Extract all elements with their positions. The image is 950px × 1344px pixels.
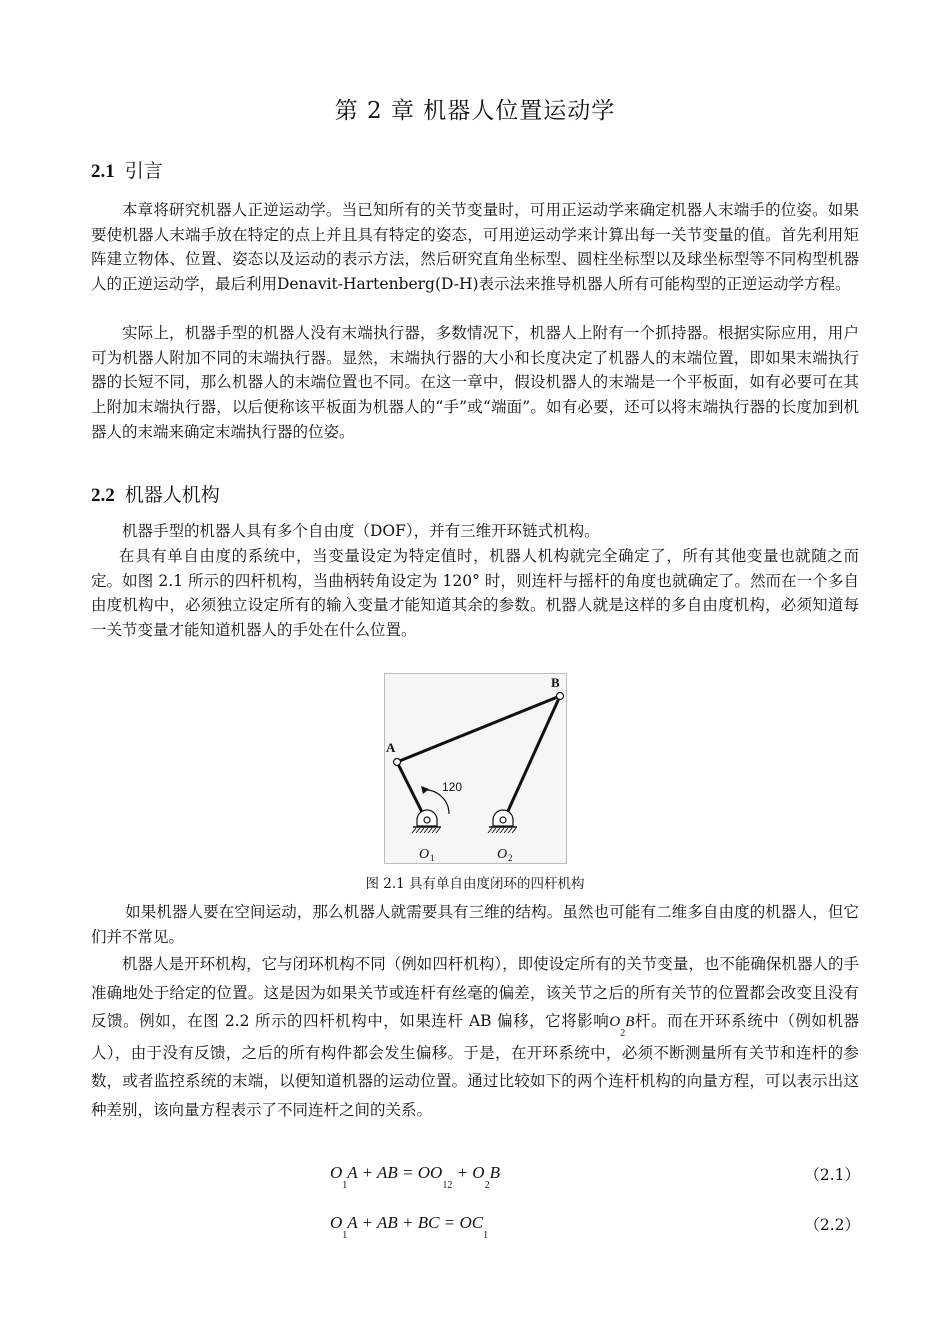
paragraph: 实际上，机器手型的机器人没有末端执行器，多数情况下，机器人上附有一个抓持器。根据实际应用，用户可为机器人附加不同的末端执行器。显然，末端执行器的大小和长度决定了机器人的末端位置，即如果末端执行器的长短不同，那么机器人的末端位置也不同。在这一章中，假设机器人的末端是一个平板面，如有必要可在其上附加末端执行器，以后便称该平板面为机器人的“手”或“端面”。如有必要，还可以将末端执行器的长度加到机器人的末端来确定末端执行器的位姿。	[91, 324, 859, 441]
paragraph: 在具有单自由度的系统中，当变量设定为特定值时，机器人机构就完全确定了，所有其他变量也就随之而定。如图 2.1 所示的四杆机构，当曲柄转角设定为 120° 时，则连杆与摇杆的角度也就确定了。然而在一个多自由度机构中，必须独立设定所有的输入变量才能知道其余的参数。机器人就是这样的多自由度机构，必须知道每一关节变量才能知道机器人的手处在什么位置。	[91, 547, 859, 640]
figure-caption: 图 2.1 具有单自由度闭环的四杆机构	[365, 876, 585, 892]
label-o1: O	[419, 847, 430, 862]
four-bar-linkage-figure	[384, 673, 567, 864]
label-b: B	[551, 675, 560, 690]
section-title: 机器人机构	[124, 484, 220, 506]
equation-number: （2.2）	[804, 1216, 860, 1234]
joint-b	[557, 693, 564, 700]
paragraph: 机器手型的机器人具有多个自由度（DOF），并有三维开环链式机构。	[122, 522, 600, 540]
section-heading-intro	[91, 156, 163, 183]
section-title: 引言	[124, 160, 163, 182]
section-heading-mechanism	[91, 480, 220, 507]
section-number: 2.1	[91, 161, 115, 182]
equation-2-2	[0, 1213, 950, 1253]
angle-label: 120	[442, 780, 463, 794]
angle-arrowhead	[421, 786, 429, 794]
equation-expression: $O_1A$ + AB = $OO_{12} + O_2B$	[330, 1163, 500, 1191]
label-a: A	[386, 740, 396, 755]
paragraph: 如果机器人要在空间运动，那么机器人就需要具有三维的结构。虽然也可能有二维多自由度的机器人，但它们并不常见。	[91, 903, 859, 946]
chapter-title: 第 2 章 机器人位置运动学	[334, 98, 616, 124]
ground-pivot-o2	[488, 810, 517, 833]
inline-vector-o2b: $O_2B$	[609, 1014, 635, 1039]
label-o2: O	[497, 847, 508, 862]
joint-a	[394, 759, 401, 766]
equation-2-1	[0, 1163, 950, 1203]
paragraph-text: 机器人是开环机构，它与闭环机构不同（例如四杆机构），即使设定所有的关节变量，也不能确保机器人的手准确地处于给定的位置。这是因为如果关节或连杆有丝毫的偏差，该关节之后的所有关节的位置都会改变且没有反馈。例如，在图 2.2 所示的四杆机构中，如果连杆 AB 偏移，它将影响	[91, 955, 859, 1030]
label-o2-sub: 2	[508, 853, 513, 863]
paragraph: 本章将研究机器人正逆运动学。当已知所有的关节变量时，可用正运动学来确定机器人末端手的位姿。如果要使机器人末端手放在特定的点上并且具有特定的姿态，可用逆运动学来计算出每一关节变量的值。首先利用矩阵建立物体、位置、姿态以及运动的表示方法，然后研究直角坐标型、圆柱坐标型以及球坐标型等不同构型机器人的正逆运动学，最后利用Denavit-Hartenberg(D-H)表示法来推导机器人所有可能构型的正逆运动学方程。	[91, 201, 859, 294]
section-number: 2.2	[91, 485, 115, 506]
equation-expression: $O_1A$ + AB + BC = $OC_1$	[330, 1213, 489, 1241]
equation-number: （2.1）	[804, 1166, 860, 1184]
label-o1-sub: 1	[430, 853, 435, 863]
ground-pivot-o1	[412, 810, 441, 833]
linkage-drawing	[385, 674, 568, 865]
paragraph-open-loop	[91, 950, 859, 1124]
paragraph-text: 杆。而在开环系统中（例如机器人），由于没有反馈，之后的所有构件都会发生偏移。于是，在开环系统中，必须不断测量所有关节和连杆的参数，或者监控系统的末端，以便知道机器的运动位置。通过比较如下的两个连杆机构的向量方程，可以表示出这种差别，该向量方程表示了不同连杆之间的关系。	[91, 1012, 859, 1119]
